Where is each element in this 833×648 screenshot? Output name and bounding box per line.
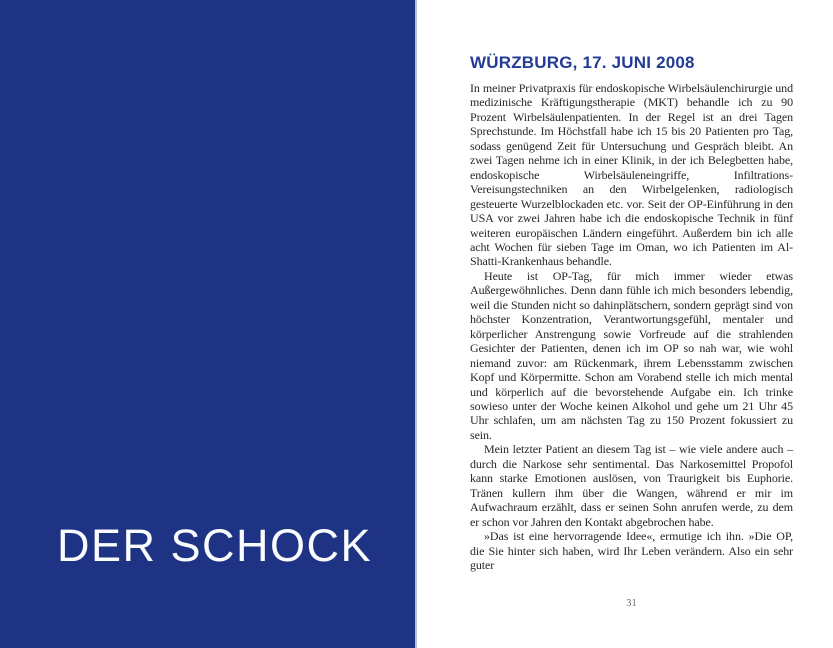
paragraph: Heute ist OP-Tag, für mich immer wieder etwas Außergewöhnliches. Denn dann fühle ich mich besonders lebendig, weil die Stunden nicht so dahinplätschern, sondern geprägt sind von höchster Konzentration, Verantwortungsgefühl, mentaler und körperlicher Anstrengung sowie Vorfreude auf die strahlenden Gesichter der Patienten, denen ich im OP so nah war, wie wohl niemand zuvor: am Rückenmark, ihrem Lebensstamm zwischen Kopf und Körpermitte. Schon am Vorabend stelle ich mich mental und körperlich auf die bevorstehende Aufgabe ein. Ich trinke sowieso unter der Woche keinen Alkohol und gehe um 21 Uhr 45 Uhr schlafen, um am nächsten Tag zu 150 Prozent fokussiert zu sein.: [470, 268, 793, 442]
paragraph: Mein letzter Patient an diesem Tag ist – wie viele andere auch – durch die Narkose sehr sentimental. Das Narkosemittel Propofol kann starke Emotionen auslösen, von Traurigkeit bis Euphorie. Tränen kullern ihm über die Wangen, während er mir im Aufwachraum erzählt, dass er seinen Sohn anrufen werde, zu dem er schon vor Jahren den Kontakt abgebrochen habe.: [470, 442, 793, 529]
dateline-heading: WÜRZBURG, 17. JUNI 2008: [470, 53, 695, 72]
body-text: [470, 81, 793, 572]
chapter-title: DER SCHOCK: [57, 520, 373, 571]
page-number: 31: [626, 598, 637, 609]
paragraph: »Das ist eine hervorragende Idee«, ermutige ich ihn. »Die OP, die Sie hinter sich haben, wird Ihr Leben verändern. Also ein sehr guter: [470, 529, 793, 572]
text-page: [417, 0, 833, 648]
paragraph: In meiner Privatpraxis für endoskopische Wirbelsäulenchirurgie und medizinische Kräftigungstherapie (MKT) behandle ich zu 90 Prozent Wirbelsäulenpatienten. In der Regel ist an drei Tagen Sprechstunde. Im Höchstfall habe ich 15 bis 20 Patienten pro Tag, sodass genügend Zeit für Untersuchung und Gespräch bleibt. An zwei Tagen nehme ich in einer Klinik, in der ich Belegbetten habe, endoskopische Wirbelsäuleneingriffe, Infiltrations-Vereisungstechniken an den Wirbelgelenken, radiologisch gesteuerte Wurzelblockaden etc. vor. Seit der OP-Einführung in den USA vor zwei Jahren habe ich die endoskopische Technik in fünf weiteren europäischen Ländern eingeführt. Außerdem bin ich alle acht Wochen für sieben Tage im Oman, wo ich Patienten im Al-Shatti-Krankenhaus behandle.: [470, 81, 793, 269]
